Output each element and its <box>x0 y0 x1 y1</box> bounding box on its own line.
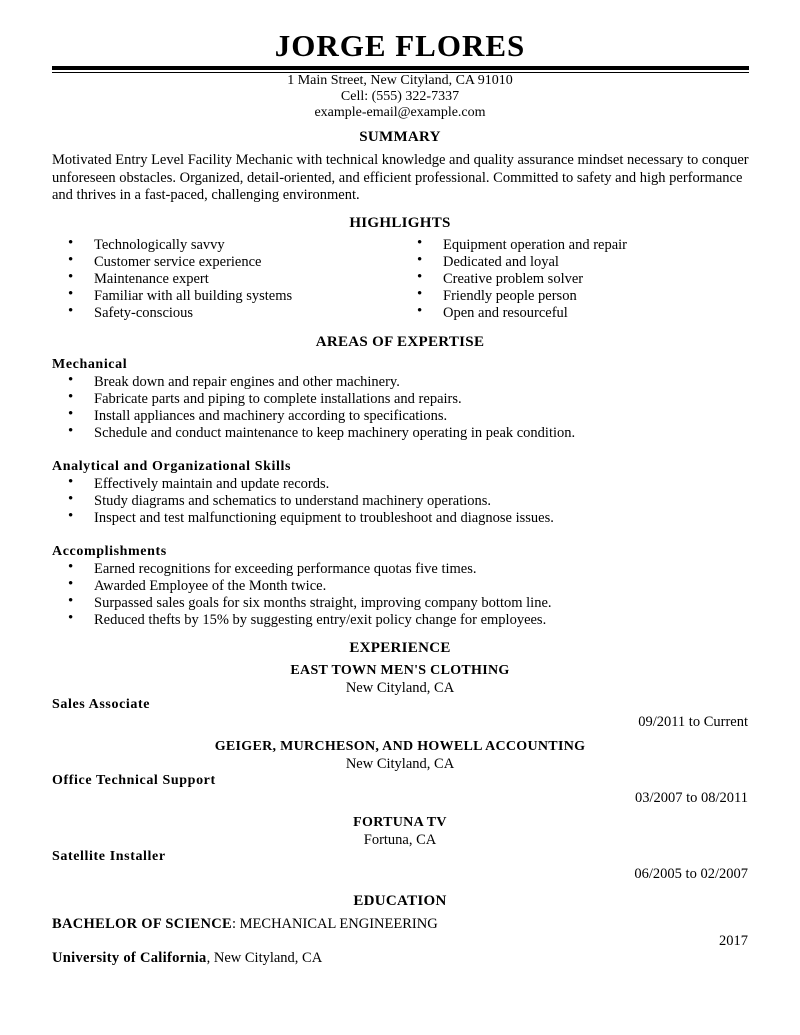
expertise-subheading-accomplishments: Accomplishments <box>52 544 167 559</box>
list-item: • Inspect and test malfunctioning equipment to troubleshoot and diagnose issues. <box>52 510 554 527</box>
highlights-left-list <box>52 237 292 322</box>
list-item: • Maintenance expert <box>52 271 292 288</box>
education-heading: EDUCATION <box>353 893 447 909</box>
summary-heading: SUMMARY <box>359 129 441 145</box>
job-company: FORTUNA TV <box>353 815 447 830</box>
list-item: • Awarded Employee of the Month twice. <box>52 578 552 595</box>
job-company: GEIGER, MURCHESON, AND HOWELL ACCOUNTING <box>214 739 586 754</box>
list-item: • Schedule and conduct maintenance to keep machinery operating in peak condition. <box>52 425 575 442</box>
list-item: • Creative problem solver <box>401 271 627 288</box>
list-item: • Fabricate parts and piping to complete installations and repairs. <box>52 391 575 408</box>
education-year: 2017 <box>719 933 748 949</box>
phone-line: Cell: (555) 322-7337 <box>340 89 460 104</box>
list-item: • Break down and repair engines and other machinery. <box>52 374 575 391</box>
job-location: New Cityland, CA <box>345 680 455 696</box>
experience-heading: EXPERIENCE <box>349 640 451 656</box>
list-item: • Dedicated and loyal <box>401 254 627 271</box>
mechanical-list <box>52 374 575 442</box>
list-item: • Surpassed sales goals for six months straight, improving company bottom line. <box>52 595 552 612</box>
accomplishments-list <box>52 561 552 629</box>
expertise-subheading-mechanical: Mechanical <box>52 357 128 372</box>
education-school-line <box>52 950 322 967</box>
list-item: • Equipment operation and repair <box>401 237 627 254</box>
job-role: Satellite Installer <box>52 849 166 864</box>
address-line: 1 Main Street, New Cityland, CA 91010 <box>287 73 513 88</box>
job-dates: 03/2007 to 08/2011 <box>634 790 748 806</box>
candidate-name: JORGE FLORES <box>274 28 526 63</box>
list-item: • Install appliances and machinery according to specifications. <box>52 408 575 425</box>
job-dates: 06/2005 to 02/2007 <box>634 866 748 882</box>
list-item: • Open and resourceful <box>401 305 627 322</box>
education-degree-line <box>52 916 438 933</box>
list-item: • Reduced thefts by 15% by suggesting entry/exit policy change for employees. <box>52 612 552 629</box>
list-item: • Friendly people person <box>401 288 627 305</box>
list-item: • Familiar with all building systems <box>52 288 292 305</box>
list-item: • Earned recognitions for exceeding performance quotas five times. <box>52 561 552 578</box>
highlights-heading: HIGHLIGHTS <box>349 215 451 231</box>
job-role: Sales Associate <box>52 697 151 712</box>
job-role: Office Technical Support <box>52 773 216 788</box>
expertise-heading: AREAS OF EXPERTISE <box>315 334 485 350</box>
list-item: • Customer service experience <box>52 254 292 271</box>
school-location: , New Cityland, CA <box>206 950 323 966</box>
job-location: Fortuna, CA <box>363 832 437 848</box>
analytical-list <box>52 476 554 527</box>
degree-name: BACHELOR OF SCIENCE <box>52 916 232 932</box>
school-name: University of California <box>52 950 207 966</box>
list-item: • Effectively maintain and update records. <box>52 476 554 493</box>
job-dates: 09/2011 to Current <box>638 714 748 730</box>
email-line: example-email@example.com <box>314 105 486 120</box>
list-item: • Safety-conscious <box>52 305 292 322</box>
degree-field: : MECHANICAL ENGINEERING <box>232 916 438 932</box>
job-company: EAST TOWN MEN'S CLOTHING <box>290 663 510 678</box>
summary-text: Motivated Entry Level Facility Mechanic with technical knowledge and quality assurance mindset necessary to conquer unforeseen obstacles. Organized, detail-oriented, and efficient professional. Committed to safety and high performance and thrives in a fast-paced, challenging environment. <box>52 152 749 203</box>
job-location: New Cityland, CA <box>345 756 455 772</box>
list-item: • Study diagrams and schematics to understand machinery operations. <box>52 493 554 510</box>
header-rule-thick <box>52 66 749 70</box>
list-item: • Technologically savvy <box>52 237 292 254</box>
expertise-subheading-analytical: Analytical and Organizational Skills <box>52 459 292 474</box>
highlights-right-list <box>401 237 627 322</box>
